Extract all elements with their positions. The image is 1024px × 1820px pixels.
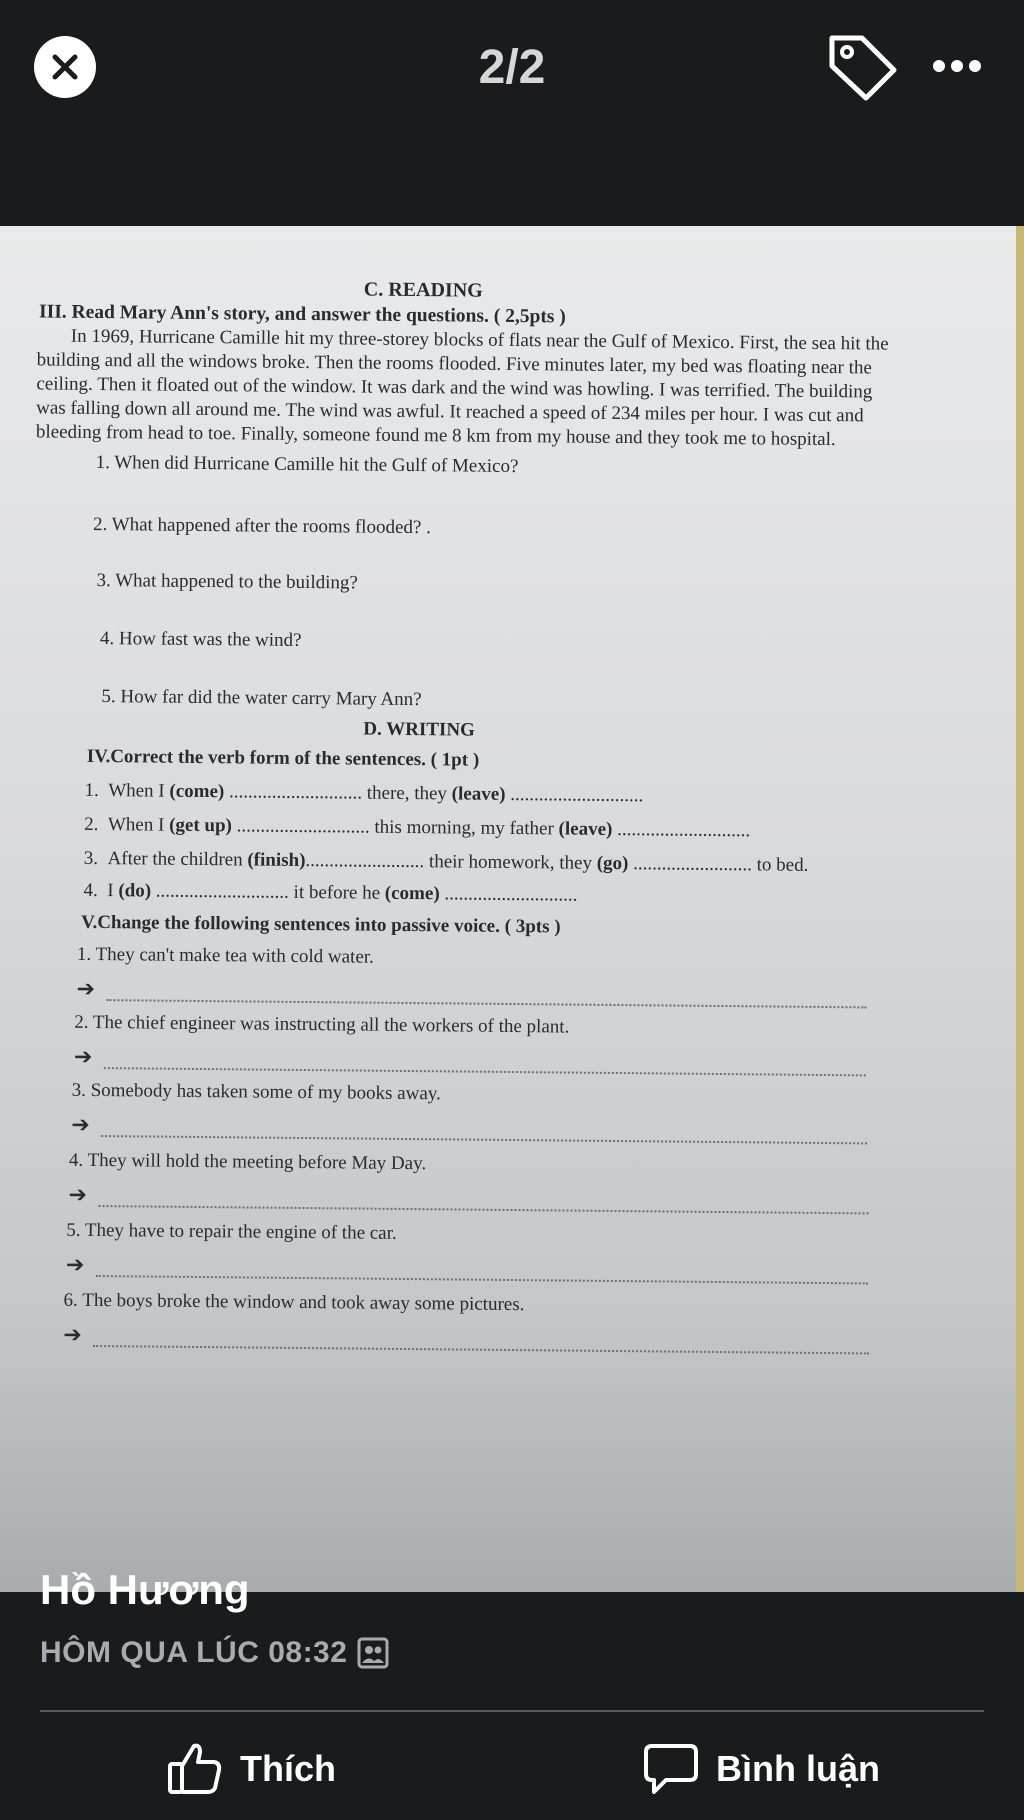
- question-item: 1. When did Hurricane Camille hit the Gulf of Mexico?: [95, 451, 519, 478]
- section5-title: V.Change the following sentences into passive voice. ( 3pts ): [81, 911, 561, 938]
- reading-title: C. READING: [363, 278, 483, 302]
- friends-icon: [357, 1637, 389, 1669]
- close-button[interactable]: [34, 36, 96, 98]
- comment-button[interactable]: [642, 1736, 880, 1802]
- arrow-icon: ➔: [63, 1321, 82, 1347]
- answer-line[interactable]: [104, 1067, 866, 1076]
- answer-line[interactable]: [101, 1135, 867, 1144]
- verb-item: 1. When I (come) ............................ there, they (leave) ............................: [84, 779, 644, 807]
- arrow-icon: ➔: [76, 975, 96, 1001]
- verb-item: 4. I (do) ............................ it before he (come) ............................: [83, 879, 578, 906]
- post-timestamp[interactable]: HÔM QUA LÚC 08:32: [40, 1636, 348, 1669]
- answer-line[interactable]: [99, 1205, 869, 1214]
- story-line: was falling down all around me. The wind was awful. It reached a speed of 234 miles per hour. I was cut and: [36, 397, 864, 427]
- section3-title: III. Read Mary Ann's story, and answer the questions. ( 2,5pts ): [38, 301, 566, 328]
- passive-item: 4. They will hold the meeting before May Day.: [68, 1149, 427, 1175]
- question-item: 3. What happened to the building?: [96, 569, 358, 594]
- comment-icon: [642, 1740, 700, 1798]
- answer-line[interactable]: [96, 1275, 868, 1284]
- comment-label: Bình luận: [716, 1748, 880, 1789]
- photo-counter: 2/2: [478, 41, 546, 94]
- tag-icon: [822, 28, 902, 106]
- divider: [40, 1710, 984, 1712]
- worksheet-photo[interactable]: [0, 226, 1024, 1592]
- like-button[interactable]: [166, 1736, 336, 1802]
- verb-item: 2. When I (get up) ............................ this morning, my father (leave) ............................: [84, 813, 751, 842]
- story-line: ceiling. Then it floated out of the window. It was dark and the wind was howling. I was terrified. The building: [36, 373, 873, 403]
- thumbs-up-icon: [166, 1740, 224, 1798]
- answer-line[interactable]: [106, 999, 866, 1008]
- close-icon: [50, 52, 80, 82]
- story-line: bleeding from head to toe. Finally, someone found me 8 km from my house and they took me to hospital.: [35, 421, 836, 451]
- verb-item: 3. After the children (finish)......................... their homework, they (go) ......................... to bed.: [83, 847, 809, 876]
- arrow-icon: ➔: [65, 1251, 85, 1277]
- post-meta: [40, 1636, 389, 1670]
- answer-line[interactable]: [93, 1345, 869, 1354]
- more-options-button[interactable]: [930, 46, 984, 86]
- worksheet-document: [0, 226, 1024, 1592]
- tag-button[interactable]: [822, 28, 902, 106]
- more-icon: [930, 46, 984, 86]
- arrow-icon: ➔: [73, 1043, 93, 1069]
- writing-title: D. WRITING: [363, 718, 475, 741]
- question-item: 4. How fast was the wind?: [99, 628, 302, 651]
- question-item: 2. What happened after the rooms flooded? .: [92, 513, 431, 539]
- passive-item: 3. Somebody has taken some of my books away.: [71, 1079, 441, 1105]
- story-line: In 1969, Hurricane Camille hit my three-storey blocks of flats near the Gulf of Mexico. First, the sea hit the: [70, 325, 889, 355]
- section4-title: IV.Correct the verb form of the sentences. ( 1pt ): [86, 745, 480, 771]
- arrow-icon: ➔: [71, 1111, 90, 1137]
- story-line: building and all the windows broke. Then the rooms flooded. Five minutes later, my bed was floating near the: [36, 349, 872, 379]
- passive-item: 5. They have to repair the engine of the car.: [66, 1219, 397, 1244]
- like-label: Thích: [240, 1748, 336, 1789]
- passive-item: 6. The boys broke the window and took away some pictures.: [63, 1289, 525, 1316]
- question-item: 5. How far did the water carry Mary Ann?: [101, 686, 422, 711]
- arrow-icon: ➔: [68, 1181, 88, 1207]
- author-name[interactable]: Hồ Hương: [40, 1566, 250, 1613]
- passive-item: 2. The chief engineer was instructing all the workers of the plant.: [74, 1011, 570, 1038]
- passive-item: 1. They can't make tea with cold water.: [76, 943, 374, 968]
